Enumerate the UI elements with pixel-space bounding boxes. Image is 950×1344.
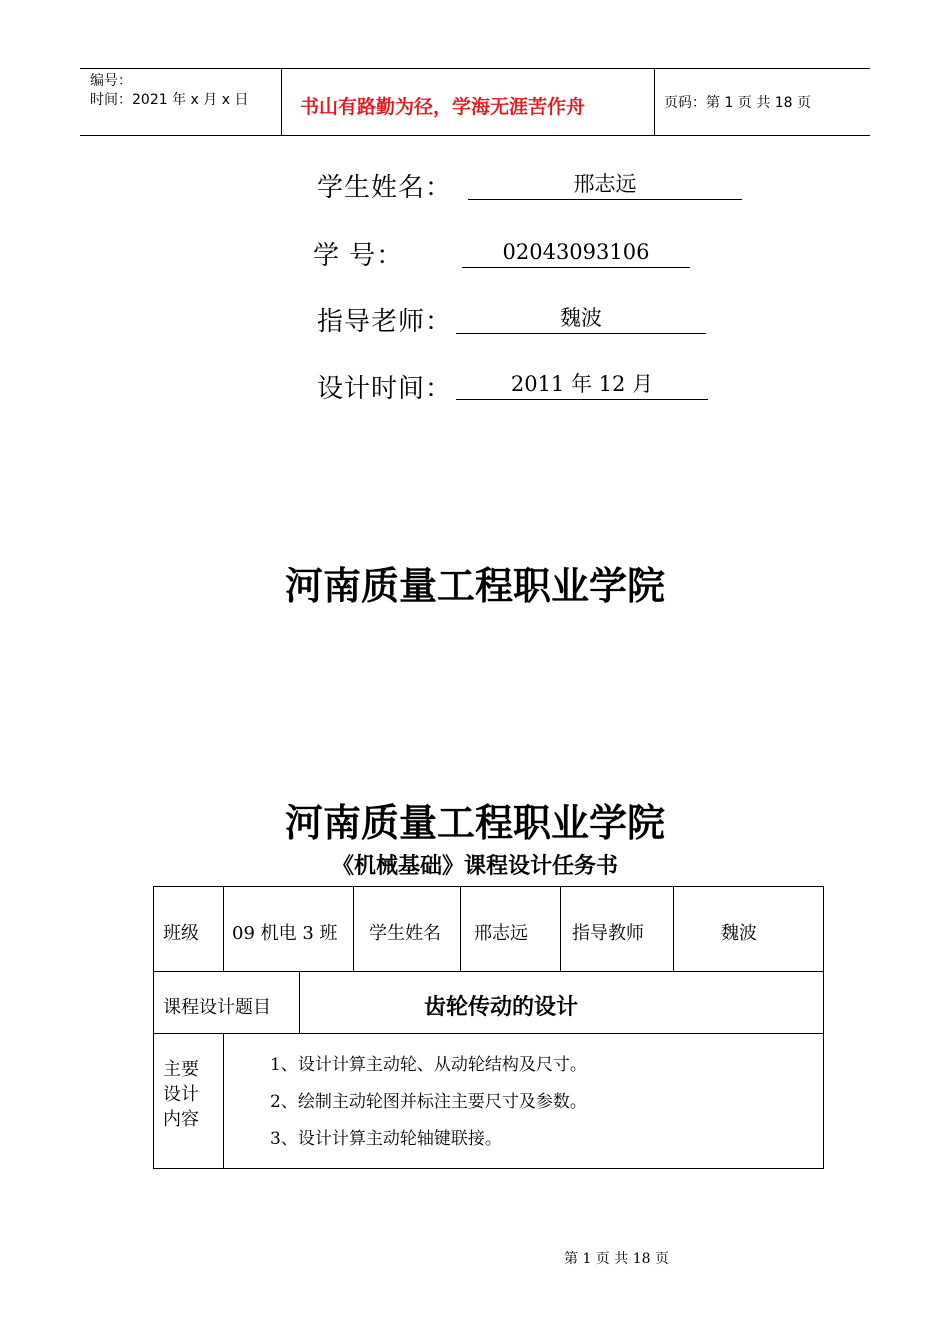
student-name-label: 学生姓名：	[317, 173, 453, 203]
student-id-label: 学 号：	[313, 241, 404, 271]
date-label: 时间：2021 年 x 月 x 日	[90, 92, 249, 108]
header-bottom-rule	[80, 135, 870, 136]
header-page-info: 页码：第 1 页 共 18 页	[664, 95, 811, 111]
advisor-label: 指导老师：	[317, 307, 453, 337]
table-rule	[153, 971, 824, 972]
student-label: 学生姓名	[369, 923, 441, 944]
design-time-label: 设计时间：	[317, 374, 453, 404]
student-id-value: 02043093106	[462, 238, 690, 268]
page-footer: 第 1 页 共 18 页	[564, 1251, 669, 1267]
class-label: 班级	[163, 923, 199, 944]
taskbook-institution-title: 河南质量工程职业学院	[284, 801, 665, 845]
header-divider	[654, 68, 655, 136]
table-rule	[299, 971, 300, 1033]
table-rule	[153, 1168, 824, 1169]
cover-institution-title: 河南质量工程职业学院	[284, 564, 665, 608]
table-rule	[153, 886, 824, 887]
teacher-label: 指导教师	[572, 923, 644, 944]
table-rule	[153, 886, 154, 1169]
teacher-value: 魏波	[721, 923, 757, 944]
table-rule	[153, 1033, 824, 1034]
advisor-value: 魏波	[456, 304, 706, 334]
content-item: 1、设计计算主动轮、从动轮结构及尺寸。	[270, 1055, 587, 1075]
table-rule	[223, 1033, 224, 1169]
table-rule	[353, 886, 354, 971]
topic-value: 齿轮传动的设计	[424, 995, 579, 1020]
content-item: 3、设计计算主动轮轴键联接。	[270, 1129, 502, 1149]
table-rule	[223, 886, 224, 971]
class-value: 09 机电 3 班	[232, 923, 338, 944]
table-rule	[460, 886, 461, 971]
student-value: 邢志远	[474, 923, 528, 944]
topic-label: 课程设计题目	[163, 997, 271, 1018]
taskbook-subtitle: 《机械基础》课程设计任务书	[331, 854, 618, 879]
table-rule	[560, 886, 561, 971]
content-label-line: 设计	[163, 1084, 199, 1105]
table-rule	[823, 886, 824, 1169]
student-name-value: 邢志远	[468, 170, 742, 200]
content-label-line: 主要	[163, 1059, 199, 1080]
content-label-line: 内容	[163, 1109, 199, 1130]
design-time-value: 2011 年 12 月	[456, 370, 708, 400]
header-divider	[281, 68, 282, 136]
header-motto: 书山有路勤为径，学海无涯苦作舟	[300, 96, 586, 118]
table-rule	[673, 886, 674, 971]
content-item: 2、绘制主动轮图并标注主要尺寸及参数。	[270, 1092, 587, 1112]
serial-label: 编号：	[90, 73, 132, 89]
header-top-rule	[80, 68, 870, 69]
